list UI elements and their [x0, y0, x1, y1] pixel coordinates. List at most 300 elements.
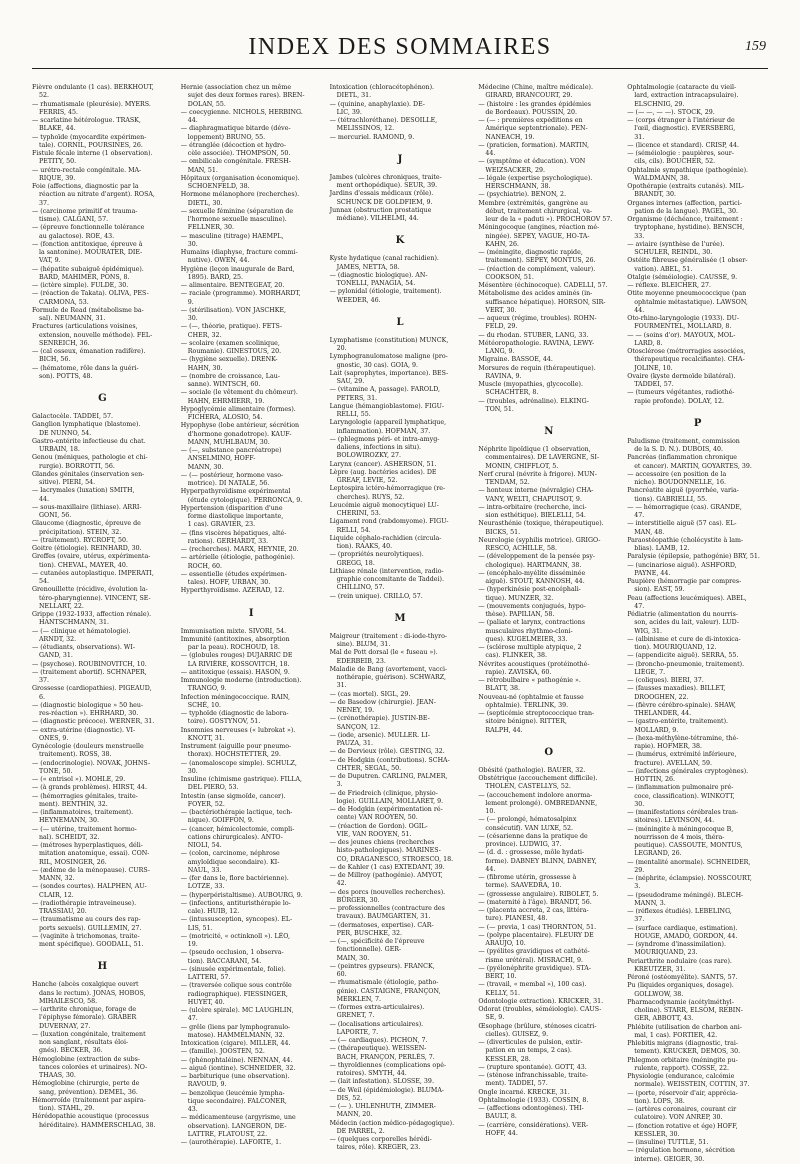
index-entry: — (cancer, hémicolectomie, compli-: [180, 825, 295, 833]
index-entry-continuation: sion esthétique). BIELELLI, 54.: [485, 512, 586, 519]
index-entry-continuation: toire). GOSTYNOV, 51.: [187, 718, 261, 726]
index-entry-continuation: NENEY, 19.: [336, 707, 375, 714]
index-entry-continuation: DUVERNAY, 27.: [39, 1022, 91, 1030]
index-entry-continuation: gnostic, 30 cas). GOIA, 9.: [336, 361, 419, 369]
index-entry: Formule de Read (métabolisme ba-: [32, 306, 144, 314]
index-entry: — (histoire : les grandes épidémies: [478, 100, 591, 108]
index-entry-continuation: ment). BENTHIN, 32.: [39, 800, 108, 808]
index-entry-continuation: PETERS, 31.: [336, 394, 378, 402]
index-entry: Hypophyse (lobe antérieur, sécrétion: [180, 422, 300, 430]
index-entry-continuation: 31.: [336, 682, 347, 690]
index-entry-continuation: KELLY, 51.: [485, 989, 521, 997]
index-entry-continuation: sujet des deux formes rares). BREN-: [187, 92, 305, 100]
index-entry-continuation: ques). KUGELMEIER, 33.: [485, 635, 568, 643]
index-entry: — (famille). JOOSTEN, 52.: [180, 1048, 265, 1056]
index-column-2: [181, 84, 322, 1164]
index-entry-continuation: TENDAM, 52.: [485, 479, 530, 486]
index-entry-continuation: nourrisson de 4 mois, théra-: [634, 833, 725, 841]
index-entry-continuation: lard, extraction intracapsulaire).: [634, 92, 739, 100]
index-entry-continuation: 30.: [187, 240, 198, 248]
index-entry-continuation: 47.: [187, 1015, 198, 1023]
index-entry: — (fer dans le, flore bactérienne).: [180, 875, 289, 882]
index-entry: Greffes (ovaire, utérus, expérimenta-: [32, 553, 151, 561]
index-entry: Organes internes (affection, partici-: [627, 199, 742, 207]
index-entry-continuation: LAPORTE, 7.: [336, 1028, 379, 1036]
index-entry-continuation: LATTRE, FLATOUST, 22.: [187, 1130, 268, 1138]
index-entry: — (encéphalo-myélite disséminée: [478, 569, 586, 577]
index-entry-continuation: VAT, 9.: [39, 257, 61, 265]
index-entry-continuation: HEYNEMANN, 30.: [39, 817, 99, 825]
index-entry: Maladie de Bang (avortement, vacci-: [329, 665, 448, 673]
index-entry-continuation: ONES, 9.: [39, 734, 69, 742]
index-entry: Laryngologie (appareil lymphatique,: [329, 419, 447, 427]
index-entry-continuation: MANN, 3.: [634, 899, 666, 907]
index-entry: — (symptôme et éducation). VON: [478, 158, 586, 166]
index-entry-continuation: LOTZE, 33.: [187, 883, 225, 891]
index-entry: — du rhodan. STUBER, LANG, 33.: [478, 331, 589, 339]
index-entry-continuation: 60.: [336, 971, 347, 978]
index-entry: Ongle incarné. KRECKE, 31.: [478, 1088, 570, 1096]
index-entry-continuation: thorax). HOCHSTETTER, 29.: [187, 751, 281, 759]
index-entry: — artérielle (étiologie, pathogénie).: [180, 554, 295, 562]
index-entry-continuation: MANN, MUHLBAUM, 30.: [187, 438, 270, 446]
index-entry-continuation: téro-pharyngienne). VINCENT, SE-: [39, 594, 151, 602]
index-entry: Méningocoque (angines, réaction mé-: [478, 224, 600, 232]
index-entry: — coecygienne. NICHOLS, HERBING.: [180, 108, 303, 116]
index-entry-continuation: tale). CORNIL, POURSINES, 26.: [39, 141, 143, 149]
index-entry: — (rupture spontanée). GOTT, 43.: [478, 1063, 587, 1071]
index-entry: Immunisation mixte. SIVORI, 54.: [180, 627, 287, 635]
index-entry: — (hémorragies génitales, traite-: [32, 792, 138, 800]
index-entry: Lait (saprophytes, importance). BES-: [329, 369, 449, 377]
index-entry-continuation: BICKS, 51.: [485, 528, 521, 536]
index-entry: Grenouillette (récidive, évolution la-: [32, 586, 148, 594]
index-entry-continuation: KNOTT, 31.: [187, 734, 225, 742]
index-entry-continuation: MAN, 48.: [634, 528, 665, 536]
index-entry: — (métroses hyperplastiques, déli-: [32, 842, 143, 849]
index-entry-continuation: KREUTZER, 31.: [634, 965, 686, 973]
index-entry-continuation: THAAS, 30.: [39, 1072, 76, 1079]
index-entry-continuation: musculaires rhythmo-cloni-: [485, 627, 573, 635]
index-entry: Ostéite fibreuse généralisée (1 obser-: [627, 257, 748, 265]
index-entry-continuation: DROOGHEN, 22.: [634, 693, 689, 701]
index-entry: — (recherches). MARX, HEYNIE, 20.: [180, 546, 299, 553]
index-entry: Instrument (aiguille pour pneumo-: [180, 743, 292, 750]
index-entry: — (bactériothérapie lactique, tech-: [180, 809, 293, 816]
index-entry: — (méningite à méningocoque B,: [627, 825, 734, 833]
index-entry-continuation: RESCO, ACHILLE, 58.: [485, 545, 557, 552]
index-entry-continuation: 30.: [187, 315, 198, 322]
index-entry-continuation: début, traitement chirurgical, va-: [485, 207, 593, 215]
index-entry: Neurasthénie (toxique, thérapeutique).: [478, 520, 604, 528]
index-entry-continuation: 31.: [634, 133, 645, 141]
index-entry: Pancréas (inflammation chronique: [627, 454, 738, 462]
header-rule: [32, 68, 768, 69]
index-entry-continuation: terme). SAAVEDRA, 10.: [485, 882, 562, 890]
index-entry-continuation: BAULT, 8.: [485, 1113, 517, 1121]
index-entry: Infection méningococcique. RAIN,: [180, 693, 291, 701]
index-entry: Météoropathologie. RAVINA, LEWY-: [478, 339, 595, 347]
index-entry: — (pseudo occlusion, 1 observa-: [180, 949, 284, 957]
index-entry-continuation: LARD, 8.: [634, 339, 663, 347]
index-entry-continuation: LANG, 9.: [485, 348, 515, 355]
section-letter: I: [248, 607, 254, 619]
index-entry-continuation: rations). GERHARDT, 33.: [187, 537, 269, 545]
index-entry: — de Hodgkin (expérimentation ré-: [329, 806, 443, 813]
index-entry-continuation: dans le rectum). JONAS, HOBOS,: [39, 989, 146, 997]
index-entry: — (traitement). RYCROFT, 50.: [32, 536, 129, 544]
index-entry-continuation: PAYNE, 44.: [634, 569, 671, 577]
index-entry-continuation: MELISSINOS, 12.: [336, 125, 395, 133]
index-entry: Hernie (association chez un même: [180, 84, 292, 91]
index-entry: — (quelques corporelles hérédi-: [329, 1136, 432, 1143]
index-entry: — (fièvre cérébro-spinale). SHAW,: [627, 701, 736, 709]
index-entry-continuation: cations chirurgicales). ANTO-: [187, 833, 283, 841]
index-entry-continuation: traitement). ROSS, 38.: [39, 751, 112, 759]
index-entry: — urétro-rectale congénitale. MA-: [32, 166, 142, 174]
index-entry-continuation: FOURMENTEL, MOLLARD, 8.: [634, 323, 732, 331]
index-entry: Péroné (ostéomyélite). SANTS, 57.: [627, 974, 738, 981]
index-entry: — sociale (le vêtement du chômeur).: [180, 389, 298, 397]
index-entry-continuation: TRANGO, 9.: [187, 685, 227, 693]
index-entry-continuation: nique). GOIFFON, 9.: [187, 817, 254, 825]
index-entry: — (anomaloscope simple). SCHULZ,: [180, 759, 297, 767]
index-entry-continuation: RIL, MOSINGER, 26.: [39, 858, 107, 866]
index-entry: — (psychiatrie). BENON, 2.: [478, 191, 567, 199]
index-entry: Hypoglycémie alimentaire (formes).: [180, 405, 296, 413]
index-entry: — scarlatine hétérologue. TRASK,: [32, 117, 141, 124]
index-entry: — (sondes courtes). HALPHEN, AU-: [32, 883, 147, 891]
index-entry: — cutanées autoplastique. IMPERATI,: [32, 569, 154, 577]
index-entry: — (hygiène sexuelle). DRENK-: [180, 356, 278, 364]
index-entry-continuation: CO, DRAGANESCO, STROESCO, 18.: [336, 855, 454, 863]
index-entry: — (pyélites gravidiques et cathété-: [478, 948, 590, 956]
index-entry: — (motricité, « octinknoll »). LÉO,: [180, 932, 291, 940]
index-entry: — (fonction rotative et ége) HOFF,: [627, 1122, 738, 1130]
index-entry-continuation: 47.: [634, 602, 645, 610]
index-entry-continuation: VANY, WELTI, CHAPUISOT, 9.: [485, 495, 582, 503]
section-letter: H: [97, 961, 108, 973]
index-column-3: [330, 84, 471, 1164]
index-entry-continuation: WALDMANN, 38.: [634, 174, 690, 182]
index-entry-continuation: l'œil, diagnostic). EVERSBERG,: [634, 125, 736, 133]
index-entry-continuation: 1 cas). GRAVIER, 23.: [187, 521, 256, 529]
index-entry-continuation: rapie). ZAVISKA, 60.: [485, 668, 552, 676]
index-entry: — (arthrite chronique, forage de: [32, 1006, 137, 1013]
index-entry: Oto-rhino-laryngologie (1933). DU-: [627, 315, 739, 322]
index-entry: — mercuriel. RAMOND, 9.: [329, 133, 415, 141]
index-entry-continuation: 19.: [187, 941, 198, 948]
index-entry: Hypertension (disparition d'une: [180, 504, 283, 512]
index-entry: — (traversée colique sous contrôle: [180, 982, 292, 990]
index-entry: — des porcs (nouvelles recherches).: [329, 888, 446, 896]
index-entry-continuation: sal). NEUMANN, 31.: [39, 315, 106, 322]
index-entry-continuation: cas). FLINKER, 38.: [485, 652, 547, 660]
index-entry: Hémoglobine (chirurgie, perte de: [32, 1080, 140, 1088]
index-entry-continuation: de la S. D. N.). DUBOIS, 40.: [634, 446, 724, 453]
index-entry: Otite moyenne pneumococcique (pan: [627, 290, 747, 298]
index-entry: — (à grands problèmes). HIRST, 44.: [32, 784, 147, 792]
index-entry-continuation: MANN, 20.: [336, 1111, 373, 1119]
index-entry: — (affections odontogènes). THI-: [478, 1105, 584, 1112]
index-entry: — rhumatismale (pleurésie). MYERS.: [32, 100, 151, 108]
index-entry-continuation: LIS, 51.: [187, 924, 213, 932]
index-entry: Hyperthyroïdisme. AZERAD, 12.: [180, 587, 285, 595]
index-entry-continuation: ophtalmie métastatique). LAWSON,: [634, 298, 748, 306]
section-letter: P: [693, 417, 702, 429]
index-entry-continuation: CARMONA, 53.: [39, 298, 89, 306]
index-entry: — barbiturique (une observation).: [180, 1073, 290, 1080]
index-entry: — (tumeurs végétantes, radiothé-: [627, 389, 735, 397]
index-entry: Otalgie (séméiologie). CAUSSE, 9.: [627, 273, 738, 281]
index-entry: — (— clinique et hématologie).: [32, 627, 131, 635]
index-entry-continuation: 37.: [39, 677, 50, 684]
index-entry-continuation: Amérique septentrionale). PEN-: [485, 125, 588, 133]
index-entry: Névrites acoustiques (protéinothé-: [478, 660, 590, 668]
index-entry-continuation: matose). HAMMELMANN, 32.: [187, 1031, 285, 1039]
index-entry: Neurologie (syphilis motrice). GRIGO-: [478, 536, 601, 544]
index-entry: Langue (hémangioblastome). FIGU-: [329, 402, 444, 410]
index-entry-continuation: SENREICH, 36.: [39, 339, 90, 347]
index-entry: Peau (affections leucémiques). ABEL,: [627, 594, 747, 602]
index-entry-continuation: radiographique). FIESSINGER,: [187, 990, 288, 998]
index-entry-continuation: FERRIS, 45.: [39, 108, 79, 116]
index-entry: — aiguë (iontine). SCHNEIDER, 32.: [180, 1064, 296, 1072]
index-entry-continuation: LIC, 39.: [336, 108, 362, 116]
index-entry-continuation: MOURIQUAND, 23.: [634, 949, 698, 957]
index-entry-continuation: 37.: [634, 916, 645, 924]
index-entry-continuation: GREAF, LEVIE, 52.: [336, 477, 398, 484]
index-entry-continuation: sitoires). LEVINSON, 44.: [634, 817, 715, 825]
index-entry: — (néphrite, éclampsie). NOSSCOURT,: [627, 875, 752, 882]
index-entry-continuation: HOFF, 44.: [485, 1129, 518, 1137]
index-entry-continuation: JOLINE, 10.: [634, 364, 673, 372]
index-entry: — intra-orbitaire (recherche, inci-: [478, 503, 587, 511]
index-entry: — (accouchement indolore anorma-: [478, 791, 593, 799]
section-letter: J: [397, 153, 403, 165]
index-entry-continuation: CHER, 32.: [187, 331, 222, 339]
index-entry: — (hexa-méthylène-tétramine, thé-: [627, 734, 739, 742]
index-entry: — (— prolongé, hématosalpinx: [478, 816, 577, 824]
index-entry: — (vitamine A, passage). FAROLD,: [329, 386, 441, 394]
index-entry-continuation: RAVINA, 9.: [485, 372, 522, 380]
index-entry-continuation: GIRARD, BRANCOURT, 29.: [485, 92, 573, 100]
index-entry-continuation: tion). MOURIQUAND, 12.: [634, 644, 717, 651]
index-entry-continuation: gnés). BECKER, 36.: [39, 1047, 103, 1055]
index-entry: Pédiatrie (alimentation du nourris-: [627, 611, 739, 618]
index-entry-continuation: 6.: [39, 693, 46, 701]
index-entry-continuation: tryptophane, hystidine). BENSCH,: [634, 224, 745, 232]
index-entry-continuation: 52.: [39, 92, 50, 100]
index-entry: — (insuline) TUTTLE, 51.: [627, 1139, 709, 1146]
index-entry: — (travail, « membal »), 100 cas).: [478, 981, 587, 989]
index-entry-continuation: tique). MUNZER, 32.: [485, 594, 554, 602]
index-entry-continuation: de Bordeaux). POUSSIN, 20.: [485, 108, 577, 116]
index-entry: Hygiène (leçon inaugurale de Bard,: [180, 265, 295, 273]
index-entry-continuation: EDERBEIB, 23.: [336, 657, 386, 665]
index-entry: — (« entrisol »). MOHLE, 29.: [32, 776, 126, 783]
index-entry-continuation: BOLOWIROZKY, 27.: [336, 452, 401, 460]
index-entry-continuation: PAUZA, 31.: [336, 740, 374, 747]
index-entry: Lithiase rénale (intervention, radio-: [329, 567, 444, 575]
index-entry: — lacrymales (luxation) SMITH,: [32, 487, 135, 495]
index-entry-continuation: 9.: [187, 298, 194, 306]
index-entry: — (septicémie streptococcique tran-: [478, 710, 595, 717]
index-entry: Fièvre ondulante (1 cas). BERKHOUT,: [32, 84, 154, 91]
index-entry: — (cas mortel). SIGL, 29.: [329, 690, 411, 698]
index-entry: Insomnies nerveuses (« lubrokat »).: [180, 726, 296, 734]
index-entry: — (étudiants, observations). WI-: [32, 644, 135, 651]
index-entry-continuation: cale). HUIB, 12.: [187, 908, 240, 915]
index-entry-continuation: tion). RAAKS, 40.: [336, 543, 393, 550]
index-entry-continuation: chologique). HARTMANN, 38.: [485, 561, 582, 569]
index-entry: — (tétrachloréthane). DESOILLE,: [329, 117, 438, 124]
index-entry: Glaucome (diagnostic, épreuve de: [32, 520, 141, 528]
index-entry-continuation: SANÇON, 12.: [336, 723, 381, 731]
index-entry-continuation: ANSELMINO, HOFF-: [187, 455, 256, 463]
index-entry-continuation: lement prolongé). OMBREDANNE,: [485, 799, 598, 807]
index-entry: — aqueux (régime, troubles). ROHN-: [478, 315, 597, 322]
index-entry: — aviaire (synthèse de l'urée).: [627, 240, 725, 248]
index-entry: — (fins viscères hépatiques, alté-: [180, 529, 287, 537]
index-entry-continuation: MONIN, CHIFFLOT, 5.: [485, 462, 559, 470]
index-entry: Organisme (déchéance, traitement :: [627, 216, 743, 223]
index-entry: — (réflexes étudiés). LEBELING,: [627, 908, 732, 915]
index-entry-continuation: 37.: [39, 199, 50, 207]
index-entry-continuation: 43.: [187, 1106, 198, 1113]
index-entry: — (sténose infranchissable, traite-: [478, 1072, 588, 1079]
section-letter: O: [544, 746, 554, 758]
index-entry-continuation: sine). BLUM, 31.: [336, 641, 391, 648]
index-entry: Phlegmon orbitaire (méningite pu-: [627, 1056, 738, 1064]
index-entry-continuation: coce, classification). WINKOTT,: [634, 792, 735, 800]
index-entry: Larynx (cancer). ASHERSON, 51.: [329, 460, 437, 468]
index-entry: — typhoïde (myocardite expérimen-: [32, 133, 147, 141]
index-entry-continuation: non sanglant, résultats éloi-: [39, 1039, 129, 1046]
index-entry: — honteux interne (névralgie) CHA-: [478, 487, 594, 495]
index-entry: — de Duputren. CARLING, PALMER,: [329, 773, 448, 780]
index-entry: Pharmacodynamie (acétylméthyl-: [627, 998, 734, 1006]
index-entry-continuation: thèse). PAPILIAN, 58.: [485, 611, 555, 618]
index-entry: — (radiothérapie intraveineuse).: [32, 899, 137, 907]
index-columns: [32, 84, 768, 1163]
index-entry: — (traumatisme au cours des rap-: [32, 916, 141, 924]
index-entry: — (césarienne dans la pratique de: [478, 832, 588, 840]
index-entry: — rhumatismale (étiologie, patho-: [329, 979, 439, 987]
index-entry-continuation: RAVOUD, 9.: [187, 1081, 227, 1089]
index-entry: — (gastro-entérite, traitement).: [627, 718, 729, 726]
index-entry: Médecine (Chine, maître médicale).: [478, 84, 594, 91]
index-entry: — (diagnostic biologique). AN-: [329, 271, 428, 279]
index-entry: — accessoire (en position de la: [627, 470, 727, 478]
index-entry-continuation: 44.: [485, 150, 496, 157]
index-entry: — (psychose). ROUBINOVITCH, 10.: [32, 660, 147, 668]
index-entry-continuation: risme urétéral). MISRACHI, 9.: [485, 956, 583, 964]
index-entry-continuation: BLATT, 38.: [485, 685, 521, 693]
index-entry-continuation: RALPH, 44.: [485, 726, 523, 734]
index-entry-continuation: PER, BUSCHKE, 32.: [336, 929, 403, 937]
index-entry: Intestin (anse sigmoïde, cancer).: [180, 792, 286, 800]
index-entry-continuation: thérapeutique recalcifiante). CHA-: [634, 356, 745, 364]
index-entry: — (humérus, extrémité inférieure,: [627, 751, 737, 759]
index-entry: — interstitielle aiguë (57 cas). EL-: [627, 520, 737, 528]
index-entry: — réflexe. BLEICHER, 27.: [627, 282, 711, 289]
index-entry-continuation: réaction au nitrate d'argent). ROSA,: [39, 191, 155, 199]
index-entry-continuation: 29.: [634, 866, 645, 874]
index-entry-continuation: ARNDT, 32.: [39, 635, 77, 643]
index-entry: — (ædème de la ménopause). CURS-: [32, 866, 150, 874]
index-entry: Paupière (hémorragie par compres-: [627, 578, 742, 585]
index-entry: Intoxication (chloracétophénon).: [329, 84, 435, 91]
index-entry: Intoxication (cigare). MILLER, 44.: [180, 1040, 291, 1047]
index-entry: — professionnelles (contracture des: [329, 905, 445, 912]
index-entry-continuation: GRENET, 7.: [336, 1012, 375, 1020]
index-entry: Kyste hydatique (canal rachidien).: [329, 255, 439, 263]
index-entry: Gastro-entérite infectieuse du chat.: [32, 437, 146, 445]
index-entry-continuation: HERSCHMANN, 38.: [485, 183, 551, 190]
index-entry: Paralysie (épilepsie, pathogénie) BRY, 51.: [627, 553, 760, 561]
index-entry: — (syndrome d'inassimilation).: [627, 941, 726, 948]
index-entry: — de Basedow (chirurgie). JEAN-: [329, 698, 436, 706]
index-entry-continuation: ningée). SEPEY, VAGUE, HO-TA-: [485, 232, 590, 240]
index-entry-continuation: rulente, rapport). COSSE, 22.: [634, 1064, 730, 1072]
index-entry-continuation: TRASSIAU, 20.: [39, 908, 87, 915]
index-entry-continuation: CHERINI, 53.: [336, 510, 381, 517]
index-entry: Junnax (obstruction prostatique: [329, 206, 432, 214]
index-entry-continuation: rurgie). BORROTTI, 56.: [39, 462, 115, 470]
index-entry-continuation: tisme). CALGANI, 57.: [39, 216, 109, 223]
index-entry: — (rein unique). CRILLO, 57.: [329, 592, 423, 600]
index-entry-continuation: d'hormone gonadotrope). KAUF-: [187, 430, 292, 438]
index-entry-continuation: culatoire). VON ANREP, 30.: [634, 1114, 723, 1122]
index-entry: Lymphogranulomatose maligne (pro-: [329, 353, 448, 361]
index-entry: Mésentère (échinocoque). CADELLI, 57.: [478, 282, 608, 289]
index-entry: — (— utérine, traitement hormo-: [32, 825, 137, 833]
index-entry: — (uncinariose aiguë). ASHFORD,: [627, 561, 737, 569]
index-entry-continuation: fonctionnelle). GER-: [336, 946, 402, 954]
index-entry: — (— : premières expéditions en: [478, 117, 583, 124]
index-entry-continuation: FELLNER, 30.: [187, 224, 234, 232]
index-entry-continuation: res-réaction »). EHRHARD, 30.: [39, 710, 139, 717]
index-entry: — (pseudodrame méningé). BLECH-: [627, 891, 744, 899]
index-entry-continuation: au galactose). ROE, 43.: [39, 232, 115, 240]
index-entry: Fractures (articulations voisines,: [32, 323, 138, 331]
index-entry: — (—, substance pancréatrope): [180, 447, 282, 454]
index-entry: Immunité (antitoxines, absorption: [180, 635, 290, 643]
index-entry: Maigreur (traitement : di-iode-thyro-: [329, 632, 448, 640]
index-entry: — (inflammation pulmonaire pré-: [627, 784, 734, 792]
index-entry: Néphrite lipoïdique (1 observation,: [478, 446, 591, 453]
index-entry-continuation: cils, cils). BOUCHER, 52.: [634, 158, 716, 166]
index-entry: Ophtalmie sympathique (pathogénie).: [627, 166, 749, 174]
index-entry-continuation: son, acides du lait, valeur). LUD-: [634, 619, 739, 627]
index-entry: Hémoglobine (extraction de subs-: [32, 1055, 141, 1063]
index-entry: — (colon, carcinome, néphrose: [180, 850, 280, 858]
section-letter: M: [394, 612, 406, 624]
index-entry: Leptospira ictéro-hémorragique (re-: [329, 485, 446, 493]
index-entry: — rétrobulbaire « pathogénie ».: [478, 677, 581, 684]
section-letter: G: [98, 393, 107, 404]
index-entry: Ovaire (kyste dermoïde bilatéral).: [627, 372, 736, 380]
index-entry: — (quinine, anaphylaxie). DE-: [329, 100, 425, 108]
index-entry: — (méningite, diagnostic rapide,: [478, 249, 583, 256]
index-entry: Glandes génitales (inservation sen-: [32, 470, 145, 478]
index-entry-continuation: NELLART, 22.: [39, 602, 84, 610]
index-entry-continuation: HOUGE, AMADO, GORDON, 44.: [634, 932, 738, 940]
index-entry: Odorat (troubles, séméiologie). CAUS-: [478, 1006, 602, 1013]
index-entry: — de Dervieux (rôle). GESTING, 32.: [329, 748, 445, 756]
index-entry-continuation: DIS, 52.: [336, 1094, 363, 1102]
